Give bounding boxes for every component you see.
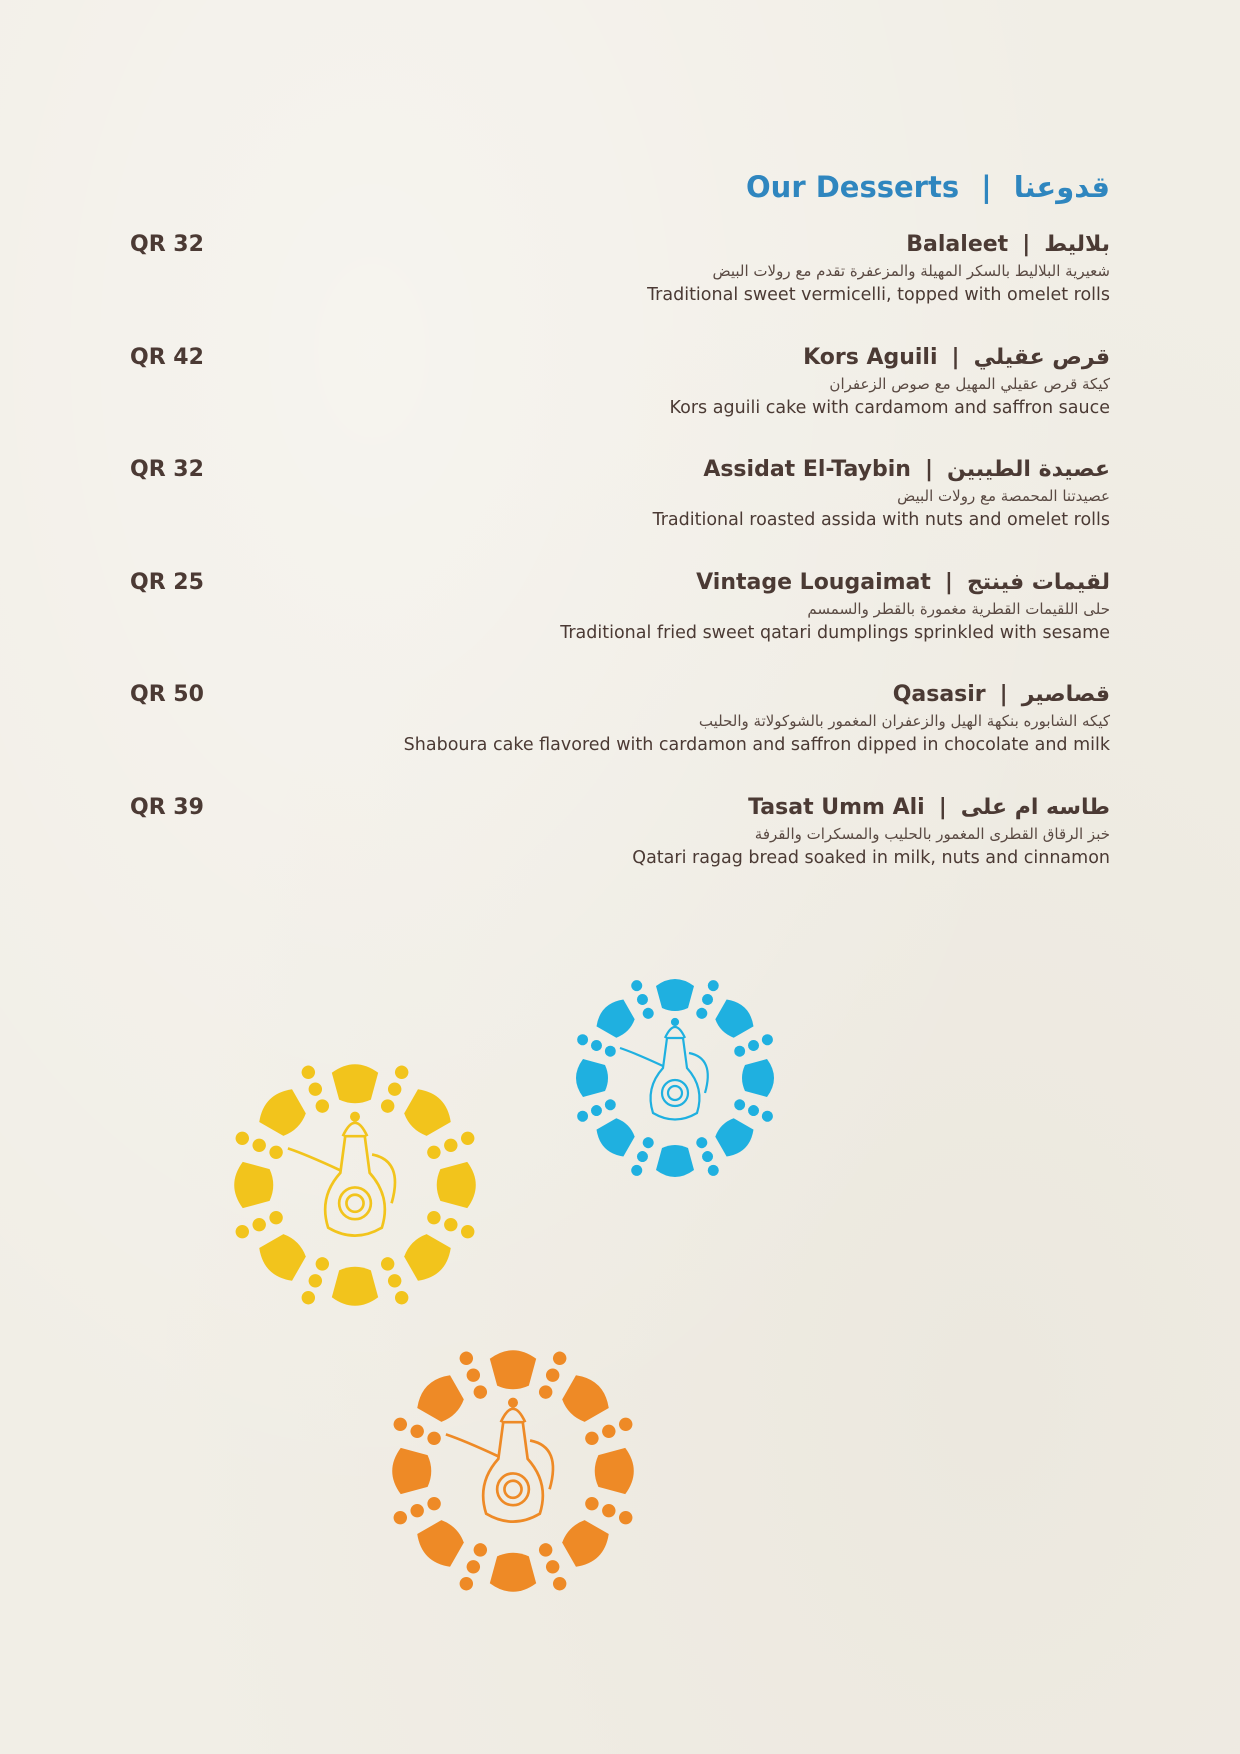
item-name bbox=[696, 570, 1110, 595]
item-name-en: Vintage Lougaimat bbox=[696, 570, 931, 595]
dot-cluster bbox=[630, 978, 656, 1020]
petal-shape bbox=[396, 1226, 456, 1286]
item-name bbox=[703, 457, 1110, 482]
menu-item bbox=[0, 682, 1240, 782]
item-price: QR 25 bbox=[130, 570, 204, 595]
item-description-ar: كيكه الشابوره بنكهة الهيل والزعفران المغمور بالشوكولاتة والحليب bbox=[698, 712, 1110, 730]
petal-shape bbox=[437, 1162, 476, 1208]
item-name bbox=[748, 795, 1110, 820]
petal-shape bbox=[332, 1267, 378, 1306]
menu-item bbox=[0, 457, 1240, 557]
item-name-en: Tasat Umm Ali bbox=[748, 795, 925, 820]
dot-cluster bbox=[630, 1135, 656, 1177]
dot-cluster bbox=[537, 1350, 569, 1401]
dot-cluster bbox=[695, 1135, 721, 1177]
item-description-ar: حلى اللقيمات القطرية مغمورة بالقطر والسمسم bbox=[807, 600, 1110, 618]
menu-item bbox=[0, 570, 1240, 670]
menu-item bbox=[0, 232, 1240, 332]
dot-cluster bbox=[732, 1098, 774, 1124]
dot-cluster bbox=[425, 1209, 476, 1241]
item-name-separator: | bbox=[951, 345, 960, 370]
item-name-ar: عصيدة الطيبين bbox=[946, 457, 1110, 482]
item-price: QR 32 bbox=[130, 457, 204, 482]
item-price: QR 42 bbox=[130, 345, 204, 370]
dot-cluster bbox=[732, 1033, 774, 1059]
item-description-ar: كيكة قرص عقيلي المهيل مع صوص الزعفران bbox=[829, 375, 1110, 393]
item-name-en: Kors Aguili bbox=[803, 345, 938, 370]
item-price: QR 50 bbox=[130, 682, 204, 707]
dot-cluster bbox=[695, 978, 721, 1020]
petal-shape bbox=[411, 1369, 471, 1429]
dot-cluster bbox=[537, 1541, 569, 1592]
dot-cluster bbox=[458, 1541, 490, 1592]
petal-shape bbox=[396, 1083, 456, 1143]
petal-shape bbox=[656, 979, 694, 1011]
petal-shape bbox=[709, 1112, 758, 1161]
item-description-en: Traditional roasted assida with nuts and omelet rolls bbox=[652, 510, 1110, 530]
orange-dallah-emblem bbox=[383, 1341, 643, 1601]
petal-shape bbox=[656, 1145, 694, 1177]
menu-item bbox=[0, 345, 1240, 445]
petal-shape bbox=[742, 1059, 774, 1097]
item-description-ar: عصيدتنا المحمصة مع رولات البيض bbox=[897, 487, 1110, 505]
petal-shape bbox=[709, 995, 758, 1044]
item-name-separator: | bbox=[944, 570, 953, 595]
item-name-ar: قرص عقيلي bbox=[973, 345, 1110, 370]
dot-cluster bbox=[392, 1416, 443, 1448]
dot-cluster bbox=[234, 1130, 285, 1162]
dallah-pot bbox=[620, 1019, 708, 1120]
petal-shape bbox=[592, 1112, 641, 1161]
petal-shape bbox=[554, 1369, 614, 1429]
item-description-en: Traditional fried sweet qatari dumplings sprinkled with sesame bbox=[560, 623, 1110, 643]
dot-cluster bbox=[379, 1064, 411, 1115]
dot-cluster bbox=[300, 1255, 332, 1306]
blue-dallah-emblem bbox=[570, 973, 780, 1183]
item-name-separator: | bbox=[1022, 232, 1031, 257]
petal-shape bbox=[592, 995, 641, 1044]
petal-shape bbox=[253, 1226, 313, 1286]
item-description-en: Kors aguili cake with cardamom and saffron sauce bbox=[669, 398, 1110, 418]
dot-cluster bbox=[300, 1064, 332, 1115]
dot-cluster bbox=[379, 1255, 411, 1306]
item-name-en: Qasasir bbox=[892, 682, 986, 707]
item-name-ar: بلاليط bbox=[1044, 232, 1110, 257]
petal-shape bbox=[234, 1162, 273, 1208]
item-name-ar: طاسه ام على bbox=[960, 795, 1110, 820]
petal-shape bbox=[595, 1448, 634, 1494]
title-en: Our Desserts bbox=[746, 170, 960, 204]
item-description-ar: شعيرية البلاليط بالسكر المهيلة والمزعفرة تقدم مع رولات البيض bbox=[712, 262, 1110, 280]
petal-shape bbox=[392, 1448, 431, 1494]
petal-shape bbox=[490, 1350, 536, 1389]
item-name-ar: لقيمات فينتج bbox=[966, 570, 1110, 595]
title-ar: قدوعنا bbox=[1013, 170, 1110, 204]
item-name-ar: قصاصير bbox=[1021, 682, 1110, 707]
item-description-en: Traditional sweet vermicelli, topped with omelet rolls bbox=[647, 285, 1110, 305]
item-name-separator: | bbox=[999, 682, 1008, 707]
item-name-separator: | bbox=[938, 795, 947, 820]
petal-shape bbox=[554, 1512, 614, 1572]
dallah-pot bbox=[288, 1113, 395, 1236]
yellow-dallah-emblem bbox=[225, 1055, 485, 1315]
item-description-ar: خبز الرقاق القطرى المغمور بالحليب والمسكرات والقرفة bbox=[754, 825, 1110, 843]
item-price: QR 32 bbox=[130, 232, 204, 257]
petal-shape bbox=[332, 1064, 378, 1103]
petal-shape bbox=[490, 1553, 536, 1592]
item-price: QR 39 bbox=[130, 795, 204, 820]
dot-cluster bbox=[425, 1130, 476, 1162]
dot-cluster bbox=[583, 1416, 634, 1448]
section-title bbox=[746, 170, 1110, 204]
dot-cluster bbox=[392, 1495, 443, 1527]
item-name bbox=[893, 682, 1110, 707]
dot-cluster bbox=[458, 1350, 490, 1401]
petal-shape bbox=[576, 1059, 608, 1097]
dallah-pot bbox=[446, 1399, 553, 1522]
item-name-en: Balaleet bbox=[906, 232, 1009, 257]
dot-cluster bbox=[234, 1209, 285, 1241]
title-separator: | bbox=[981, 170, 992, 204]
item-description-en: Qatari ragag bread soaked in milk, nuts and cinnamon bbox=[632, 848, 1110, 868]
item-name bbox=[906, 232, 1110, 257]
dot-cluster bbox=[575, 1098, 617, 1124]
petal-shape bbox=[253, 1083, 313, 1143]
item-name-separator: | bbox=[924, 457, 933, 482]
petal-shape bbox=[411, 1512, 471, 1572]
item-name-en: Assidat El-Taybin bbox=[703, 457, 911, 482]
item-description-en: Shaboura cake flavored with cardamon and saffron dipped in chocolate and milk bbox=[403, 735, 1110, 755]
dot-cluster bbox=[583, 1495, 634, 1527]
menu-item bbox=[0, 795, 1240, 895]
item-name bbox=[803, 345, 1110, 370]
dot-cluster bbox=[575, 1033, 617, 1059]
